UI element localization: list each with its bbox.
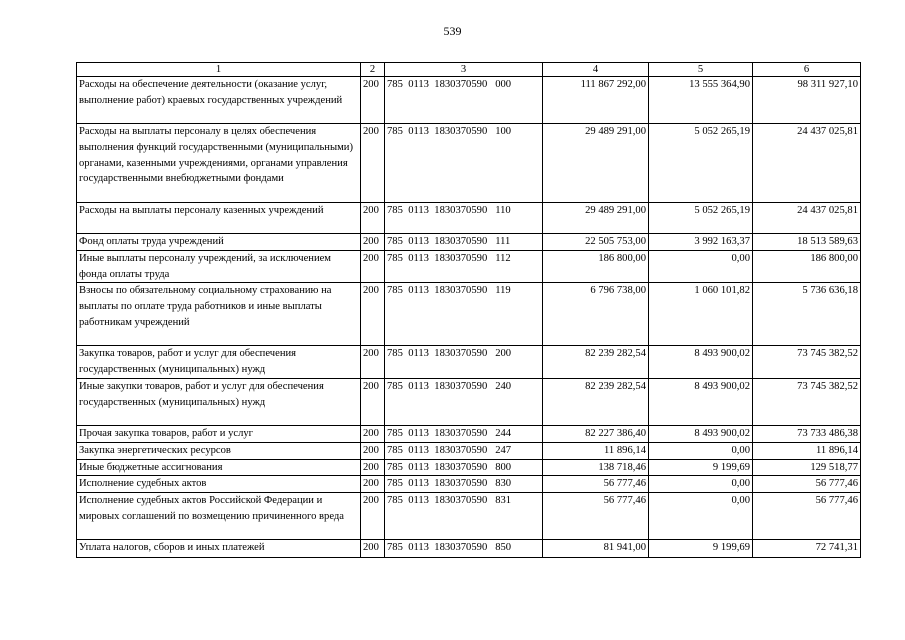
row-col4-value: 82 227 386,40 xyxy=(543,425,649,442)
row-col6-value: 98 311 927,10 xyxy=(753,77,861,124)
row-name: Уплата налогов, сборов и иных платежей xyxy=(77,540,361,558)
row-col6-value: 72 741,31 xyxy=(753,540,861,558)
table-row xyxy=(77,459,861,476)
table-header xyxy=(77,63,861,77)
column-header-1: 1 xyxy=(77,63,361,77)
table-row xyxy=(77,234,861,251)
row-col6-value: 5 736 636,18 xyxy=(753,283,861,346)
row-name: Расходы на выплаты персоналу в целях обеспечения выполнения функций государственными (муниципальными) органами, казенными учреждениями, органами управления государственными внебюджетными фондами xyxy=(77,124,361,203)
column-header-2: 2 xyxy=(361,63,385,77)
row-classification-code: 785 0113 1830370590 119 xyxy=(385,283,543,346)
row-code: 200 xyxy=(361,459,385,476)
table-row xyxy=(77,77,861,124)
row-col4-value: 81 941,00 xyxy=(543,540,649,558)
row-code: 200 xyxy=(361,77,385,124)
row-classification-code: 785 0113 1830370590 850 xyxy=(385,540,543,558)
row-classification-code: 785 0113 1830370590 112 xyxy=(385,250,543,283)
row-name: Иные выплаты персоналу учреждений, за исключением фонда оплаты труда xyxy=(77,250,361,283)
row-code: 200 xyxy=(361,493,385,540)
table-row xyxy=(77,442,861,459)
row-col6-value: 56 777,46 xyxy=(753,476,861,493)
row-col4-value: 138 718,46 xyxy=(543,459,649,476)
row-col4-value: 11 896,14 xyxy=(543,442,649,459)
row-classification-code: 785 0113 1830370590 100 xyxy=(385,124,543,203)
table-row xyxy=(77,346,861,379)
row-classification-code: 785 0113 1830370590 110 xyxy=(385,203,543,234)
row-code: 200 xyxy=(361,425,385,442)
row-col5-value: 1 060 101,82 xyxy=(649,283,753,346)
row-name: Исполнение судебных актов Российской Федерации и мировых соглашений по возмещению причиненного вреда xyxy=(77,493,361,540)
row-name: Закупка товаров, работ и услуг для обеспечения государственных (муниципальных) нужд xyxy=(77,346,361,379)
table-row xyxy=(77,378,861,425)
row-name: Расходы на обеспечение деятельности (оказание услуг, выполнение работ) краевых государственных учреждений xyxy=(77,77,361,124)
row-col6-value: 73 745 382,52 xyxy=(753,378,861,425)
row-col5-value: 5 052 265,19 xyxy=(649,203,753,234)
row-col4-value: 29 489 291,00 xyxy=(543,124,649,203)
row-name: Фонд оплаты труда учреждений xyxy=(77,234,361,251)
row-classification-code: 785 0113 1830370590 830 xyxy=(385,476,543,493)
column-header-4: 4 xyxy=(543,63,649,77)
table-row xyxy=(77,476,861,493)
row-col5-value: 8 493 900,02 xyxy=(649,346,753,379)
row-classification-code: 785 0113 1830370590 244 xyxy=(385,425,543,442)
row-col6-value: 186 800,00 xyxy=(753,250,861,283)
row-col5-value: 0,00 xyxy=(649,493,753,540)
table-row xyxy=(77,425,861,442)
row-col5-value: 0,00 xyxy=(649,250,753,283)
table-row xyxy=(77,124,861,203)
row-col6-value: 11 896,14 xyxy=(753,442,861,459)
row-col4-value: 29 489 291,00 xyxy=(543,203,649,234)
row-name: Взносы по обязательному социальному страхованию на выплаты по оплате труда работников и иные выплаты работникам учреждений xyxy=(77,283,361,346)
row-name: Прочая закупка товаров, работ и услуг xyxy=(77,425,361,442)
row-col6-value: 129 518,77 xyxy=(753,459,861,476)
row-name: Расходы на выплаты персоналу казенных учреждений xyxy=(77,203,361,234)
row-name: Иные бюджетные ассигнования xyxy=(77,459,361,476)
row-col4-value: 56 777,46 xyxy=(543,476,649,493)
row-col5-value: 5 052 265,19 xyxy=(649,124,753,203)
row-col4-value: 22 505 753,00 xyxy=(543,234,649,251)
row-col4-value: 6 796 738,00 xyxy=(543,283,649,346)
table-row xyxy=(77,493,861,540)
row-code: 200 xyxy=(361,283,385,346)
row-classification-code: 785 0113 1830370590 800 xyxy=(385,459,543,476)
row-code: 200 xyxy=(361,124,385,203)
table-body xyxy=(77,77,861,558)
row-classification-code: 785 0113 1830370590 831 xyxy=(385,493,543,540)
row-col5-value: 9 199,69 xyxy=(649,459,753,476)
row-col5-value: 0,00 xyxy=(649,476,753,493)
table-row xyxy=(77,540,861,558)
row-name: Иные закупки товаров, работ и услуг для обеспечения государственных (муниципальных) нужд xyxy=(77,378,361,425)
row-col5-value: 3 992 163,37 xyxy=(649,234,753,251)
row-col4-value: 111 867 292,00 xyxy=(543,77,649,124)
row-col6-value: 18 513 589,63 xyxy=(753,234,861,251)
row-code: 200 xyxy=(361,476,385,493)
row-code: 200 xyxy=(361,378,385,425)
row-classification-code: 785 0113 1830370590 200 xyxy=(385,346,543,379)
row-col5-value: 0,00 xyxy=(649,442,753,459)
column-header-3: 3 xyxy=(385,63,543,77)
row-col6-value: 24 437 025,81 xyxy=(753,203,861,234)
column-header-6: 6 xyxy=(753,63,861,77)
row-col4-value: 82 239 282,54 xyxy=(543,378,649,425)
row-col4-value: 56 777,46 xyxy=(543,493,649,540)
row-classification-code: 785 0113 1830370590 000 xyxy=(385,77,543,124)
row-name: Исполнение судебных актов xyxy=(77,476,361,493)
page-number: 539 xyxy=(443,24,462,38)
row-classification-code: 785 0113 1830370590 111 xyxy=(385,234,543,251)
row-col4-value: 82 239 282,54 xyxy=(543,346,649,379)
row-col5-value: 8 493 900,02 xyxy=(649,378,753,425)
header-row xyxy=(77,63,861,77)
row-col6-value: 24 437 025,81 xyxy=(753,124,861,203)
row-col6-value: 73 745 382,52 xyxy=(753,346,861,379)
budget-table xyxy=(76,62,861,558)
row-col5-value: 9 199,69 xyxy=(649,540,753,558)
row-code: 200 xyxy=(361,442,385,459)
row-classification-code: 785 0113 1830370590 240 xyxy=(385,378,543,425)
row-col6-value: 73 733 486,38 xyxy=(753,425,861,442)
column-header-5: 5 xyxy=(649,63,753,77)
row-col5-value: 13 555 364,90 xyxy=(649,77,753,124)
row-code: 200 xyxy=(361,540,385,558)
row-code: 200 xyxy=(361,250,385,283)
row-code: 200 xyxy=(361,346,385,379)
row-col6-value: 56 777,46 xyxy=(753,493,861,540)
row-col4-value: 186 800,00 xyxy=(543,250,649,283)
row-code: 200 xyxy=(361,234,385,251)
row-classification-code: 785 0113 1830370590 247 xyxy=(385,442,543,459)
table-row xyxy=(77,203,861,234)
row-code: 200 xyxy=(361,203,385,234)
row-name: Закупка энергетических ресурсов xyxy=(77,442,361,459)
row-col5-value: 8 493 900,02 xyxy=(649,425,753,442)
table-row xyxy=(77,283,861,346)
table-row xyxy=(77,250,861,283)
